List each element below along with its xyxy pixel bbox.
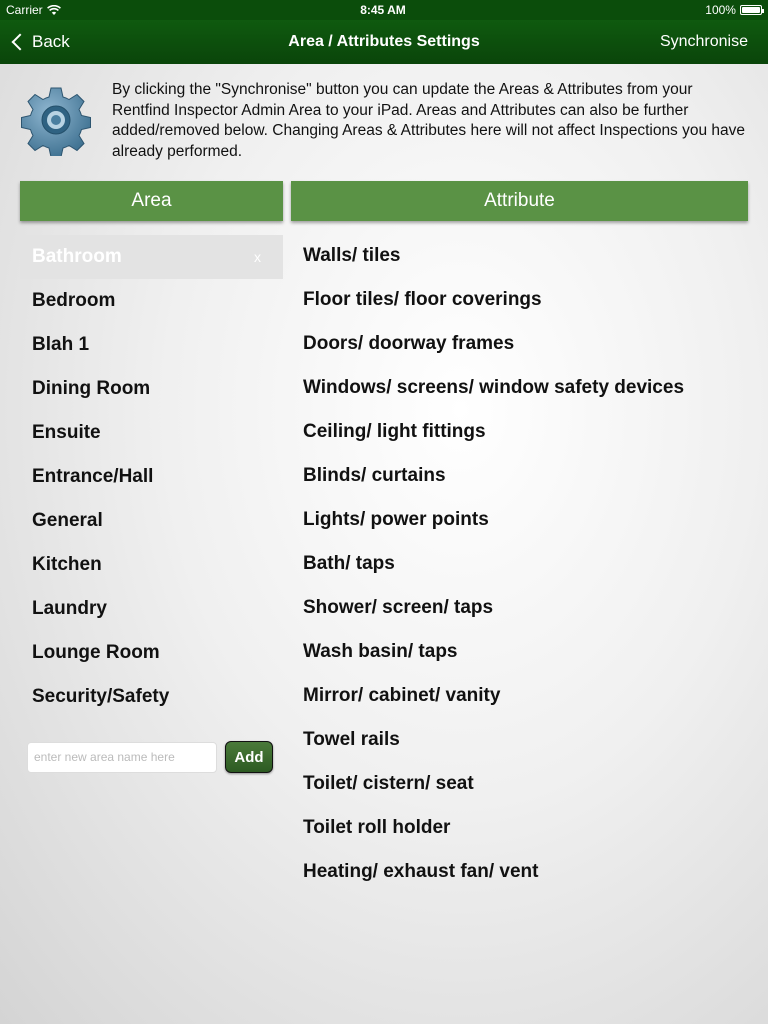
- info-text: By clicking the "Synchronise" button you can update the Areas & Attributes from your Rentfind Inspector Admin Area to your iPad. Areas and Attributes can also be further added/removed below. Changing Areas & Attributes here will not affect Inspections you have already performed.: [112, 81, 746, 160]
- carrier-label: Carrier: [6, 3, 43, 17]
- wifi-icon: [47, 5, 61, 16]
- area-label: Kitchen: [32, 554, 102, 575]
- new-area-input[interactable]: [27, 742, 217, 773]
- area-list: [20, 235, 283, 719]
- attribute-item[interactable]: Floor tiles/ floor coverings: [303, 289, 542, 310]
- attribute-item[interactable]: Wash basin/ taps: [303, 641, 458, 662]
- chevron-left-icon: [12, 34, 29, 51]
- attribute-item[interactable]: Shower/ screen/ taps: [303, 597, 494, 618]
- area-item[interactable]: [20, 631, 283, 675]
- area-item[interactable]: [20, 323, 283, 367]
- area-label: Laundry: [32, 598, 107, 619]
- status-bar: [0, 0, 768, 20]
- attribute-item[interactable]: Windows/ screens/ window safety devices: [303, 377, 685, 398]
- synchronise-button[interactable]: Synchronise: [659, 33, 748, 50]
- area-item[interactable]: [20, 279, 283, 323]
- area-label: Entrance/Hall: [32, 466, 154, 487]
- clock: 8:45 AM: [360, 3, 406, 17]
- add-area-row: [27, 741, 273, 773]
- gear-icon: [20, 84, 92, 156]
- area-item[interactable]: [20, 235, 283, 279]
- attribute-item[interactable]: Ceiling/ light fittings: [303, 421, 486, 442]
- area-label: Lounge Room: [32, 642, 160, 663]
- nav-bar: [0, 20, 768, 64]
- area-label: Blah 1: [32, 334, 90, 355]
- back-button[interactable]: [10, 20, 70, 64]
- info-section: [20, 80, 748, 164]
- area-item[interactable]: [20, 411, 283, 455]
- attribute-item[interactable]: Doors/ doorway frames: [303, 333, 515, 354]
- area-label: Ensuite: [32, 422, 101, 443]
- area-label: Bedroom: [32, 290, 116, 311]
- attribute-list: [303, 234, 748, 894]
- back-label: Back: [32, 32, 70, 51]
- attribute-item[interactable]: Walls/ tiles: [303, 245, 401, 266]
- attribute-column-header: Attribute: [291, 181, 748, 221]
- area-label: Security/Safety: [32, 686, 170, 707]
- add-area-button[interactable]: Add: [225, 741, 273, 773]
- attribute-item[interactable]: Toilet/ cistern/ seat: [303, 773, 474, 794]
- delete-area-button[interactable]: x: [254, 249, 261, 265]
- area-item[interactable]: [20, 455, 283, 499]
- area-item[interactable]: [20, 499, 283, 543]
- attribute-item[interactable]: Towel rails: [303, 729, 400, 750]
- attribute-item[interactable]: Heating/ exhaust fan/ vent: [303, 861, 539, 882]
- area-item[interactable]: [20, 367, 283, 411]
- battery-icon: [740, 5, 762, 15]
- battery-percent: 100%: [705, 3, 736, 17]
- area-item[interactable]: [20, 543, 283, 587]
- attribute-item[interactable]: Blinds/ curtains: [303, 465, 446, 486]
- area-label: Dining Room: [32, 378, 151, 399]
- area-item[interactable]: [20, 675, 283, 719]
- area-label: General: [32, 510, 103, 531]
- attribute-item[interactable]: Toilet roll holder: [303, 817, 451, 838]
- attribute-item[interactable]: Lights/ power points: [303, 509, 489, 530]
- page-title: Area / Attributes Settings: [288, 33, 480, 50]
- area-item[interactable]: [20, 587, 283, 631]
- attribute-item[interactable]: Mirror/ cabinet/ vanity: [303, 685, 501, 706]
- area-label: Bathroom: [32, 246, 122, 267]
- area-column-header: Area: [20, 181, 283, 221]
- attribute-item[interactable]: Bath/ taps: [303, 553, 395, 574]
